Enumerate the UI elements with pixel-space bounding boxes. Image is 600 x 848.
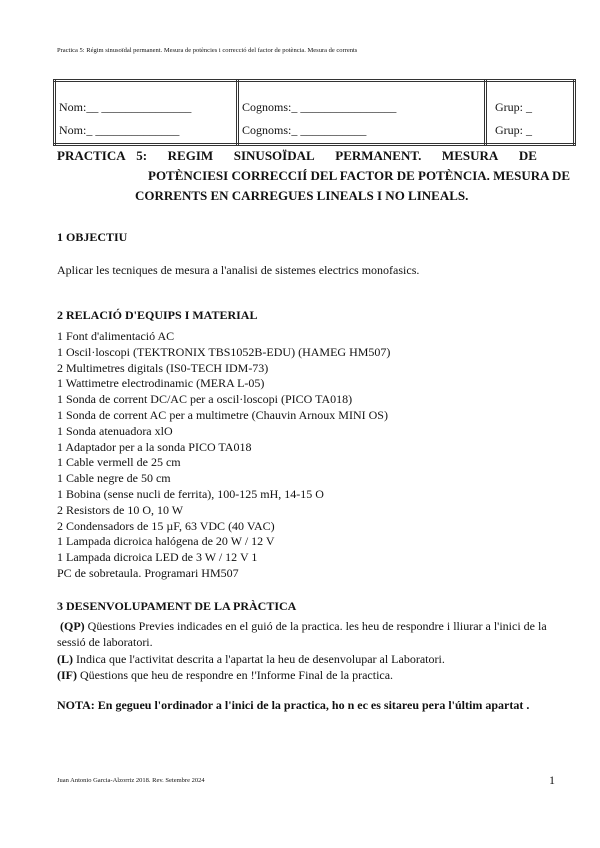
- nom-field-2[interactable]: Nom:_ ______________: [59, 123, 180, 137]
- title-line-3: CORRENTS EN CARREGUES LINEALS I NO LINEALS.: [135, 188, 469, 203]
- list-item: 2 Condensadors de 15 µF, 63 VDC (40 VAC): [57, 518, 275, 533]
- list-item: 1 Sonda de corrent AC per a multimetre (Chauvin Arnoux MINI OS): [57, 407, 388, 422]
- qp-tag: (QP): [60, 619, 85, 633]
- footer-author: Juan Antonio Garcia-Alzorriz 2018. Rev. Setembre 2024: [57, 777, 205, 784]
- if-text: Qüestions que heu de respondre en !'Informe Final de la practica.: [77, 668, 394, 682]
- list-item: 1 Wattimetre electrodinamic (MERA L-05): [57, 376, 265, 391]
- grup-field-1[interactable]: Grup: _: [495, 100, 532, 114]
- title-word: SINUSOÏDAL: [233, 148, 315, 163]
- running-header: Practica 5: Régim sinusoïdal permanent. Mesura de potències i correcció del factor de potència. Mesura de corrents: [57, 47, 358, 54]
- title-word: PRACTICA: [57, 148, 126, 163]
- title-word: PERMANENT.: [335, 148, 422, 163]
- l-line: [57, 652, 445, 667]
- qp-text: Qüestions Previes indicades en el guió de la practica. les heu de respondre i lliurar a l'inici de la: [84, 619, 547, 633]
- list-item: 1 Font d'alimentació AC: [57, 329, 175, 343]
- student-names-table: [53, 79, 576, 146]
- if-line: [57, 668, 393, 683]
- list-item: 1 Cable negre de 50 cm: [57, 471, 171, 486]
- list-item: 1 Bobina (sense nucli de ferrita), 100-125 mH, 14-15 O: [57, 486, 324, 501]
- list-item: PC de sobretaula. Programari HM507: [57, 565, 239, 580]
- page-number: 1: [549, 773, 555, 787]
- list-item: 1 Lampada dicroica halógena de 20 W / 12 V: [57, 534, 275, 549]
- l-tag: (L): [57, 652, 73, 666]
- title-line-1: [57, 148, 537, 164]
- qp-text-continued: sessió de laboratori.: [57, 635, 153, 649]
- cognoms-field-1[interactable]: Cognoms:_ ________________: [242, 100, 397, 114]
- if-tag: (IF): [57, 668, 77, 682]
- list-item: 2 Multimetres digitals (IS0-TECH IDM-73): [57, 360, 269, 375]
- equipment-list: [57, 329, 390, 582]
- list-item: 1 Sonda de corrent DC/AC per a oscil·loscopi (PICO TA018): [57, 392, 353, 407]
- list-item: 1 Lampada dicroica LED de 3 W / 12 V 1: [57, 550, 258, 565]
- cognoms-field-2[interactable]: Cognoms:_ ___________: [242, 123, 367, 137]
- section-2-heading: 2 RELACIÓ D'EQUIPS I MATERIAL: [57, 308, 258, 322]
- list-item: 1 Oscil·loscopi (TEKTRONIX TBS1052B-EDU) (HAMEG HM507): [57, 344, 391, 359]
- l-text: Indica que l'activitat descrita a l'apartat la heu de desenvolupar al Laboratori.: [73, 652, 445, 666]
- objective-text: Aplicar les tecniques de mesura a l'analisi de sistemes electrics monofasics.: [57, 263, 420, 277]
- qp-line: [60, 619, 547, 634]
- section-3-heading: 3 DESENVOLUPAMENT DE LA PRÀCTICA: [57, 599, 297, 613]
- list-item: 2 Resistors de 10 O, 10 W: [57, 502, 184, 517]
- title-word: REGIM: [167, 148, 214, 163]
- title-word: DE: [518, 148, 537, 163]
- title-word: MESURA: [441, 148, 499, 163]
- nota-text: NOTA: En gegueu l'ordinador a l'inici de la practica, ho n ec es sitareu pera l'últim apartat .: [57, 698, 530, 712]
- nom-field-1[interactable]: Nom:__ _______________: [59, 100, 192, 114]
- title-line-2: POTÈNCIESI CORRECCIÍ DEL FACTOR DE POTÈNCIA. MESURA DE: [148, 168, 571, 183]
- grup-field-2[interactable]: Grup: _: [495, 123, 532, 137]
- list-item: 1 Adaptador per a la sonda PICO TA018: [57, 439, 252, 454]
- title-word: 5:: [136, 148, 148, 163]
- section-1-heading: 1 OBJECTIU: [57, 230, 128, 244]
- list-item: 1 Sonda atenuadora xlO: [57, 423, 173, 438]
- list-item: 1 Cable vermell de 25 cm: [57, 455, 181, 470]
